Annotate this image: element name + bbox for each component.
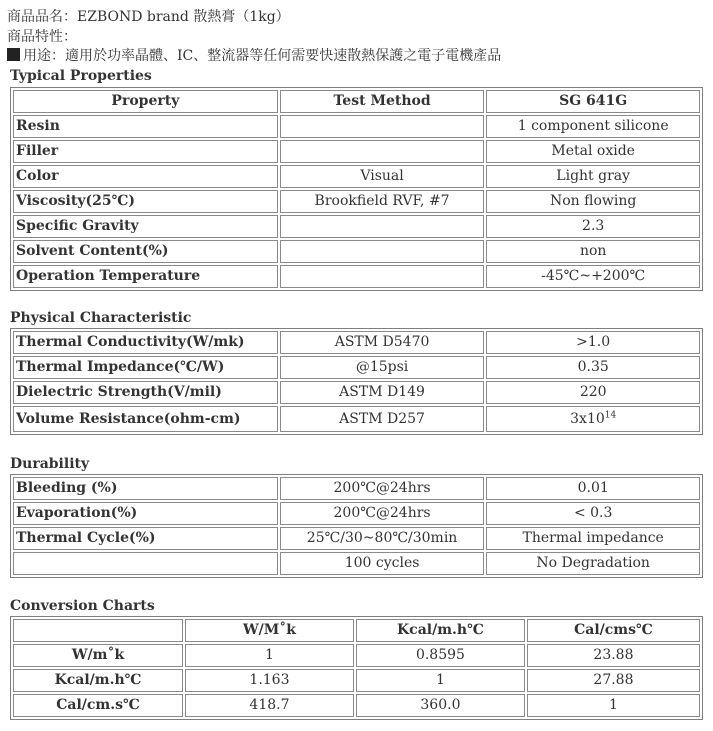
physical-characteristic-title: Physical Characteristic xyxy=(10,310,192,326)
table-row xyxy=(13,694,700,717)
value-cell: 1 component silicone xyxy=(486,115,700,138)
table-row xyxy=(13,644,700,667)
table-row xyxy=(13,190,700,213)
table-row xyxy=(13,165,700,188)
method-cell: 25℃/30~80℃/30min xyxy=(280,527,485,550)
property-cell xyxy=(13,552,278,575)
table-row xyxy=(13,381,700,404)
value-cell: >1.0 xyxy=(486,331,700,354)
header-unit: Kcal/m.h℃ xyxy=(356,619,525,642)
method-cell xyxy=(280,240,485,263)
value-cell: 360.0 xyxy=(356,694,525,717)
property-cell: Operation Temperature xyxy=(13,265,278,288)
header-unit: W/M˚k xyxy=(185,619,354,642)
value-cell: 23.88 xyxy=(527,644,700,667)
value-cell: non xyxy=(486,240,700,263)
usage-line xyxy=(7,48,501,65)
conversion-charts-title: Conversion Charts xyxy=(10,598,155,614)
table-row xyxy=(13,115,700,138)
property-cell: Viscosity(25℃) xyxy=(13,190,278,213)
unit-cell: Cal/cm.s℃ xyxy=(13,694,183,717)
conversion-charts-table xyxy=(10,616,703,720)
value-cell: 2.3 xyxy=(486,215,700,238)
value-cell: No Degradation xyxy=(486,552,700,575)
method-cell: 100 cycles xyxy=(280,552,485,575)
header-property: Property xyxy=(13,90,278,113)
table-row xyxy=(13,240,700,263)
property-cell: Color xyxy=(13,165,278,188)
table-row xyxy=(13,215,700,238)
typical-properties-title: Typical Properties xyxy=(10,68,152,84)
value-exponent: 14 xyxy=(604,409,617,420)
method-cell xyxy=(280,265,485,288)
property-cell: Resin xyxy=(13,115,278,138)
typical-properties-table xyxy=(10,87,703,291)
value-cell: Thermal impedance xyxy=(486,527,700,550)
table-row xyxy=(13,265,700,288)
value-cell: 0.8595 xyxy=(356,644,525,667)
value-cell: 1 xyxy=(185,644,354,667)
table-row xyxy=(13,331,700,354)
method-cell: Visual xyxy=(280,165,485,188)
method-cell xyxy=(280,140,485,163)
method-cell: ASTM D5470 xyxy=(280,331,485,354)
property-cell: Bleeding (%) xyxy=(13,477,278,500)
table-header-row xyxy=(13,619,700,642)
property-cell: Volume Resistance(ohm-cm) xyxy=(13,406,278,432)
value-cell: 0.35 xyxy=(486,356,700,379)
value-cell: 0.01 xyxy=(486,477,700,500)
usage-text: 用途：適用於功率晶體、IC、整流器等任何需要快速散熱保護之電子電機產品 xyxy=(23,48,502,64)
value-cell xyxy=(486,406,700,432)
unit-cell: W/m˚k xyxy=(13,644,183,667)
method-cell: Brookfield RVF, #7 xyxy=(280,190,485,213)
table-row xyxy=(13,527,700,550)
header-unit: Cal/cms℃ xyxy=(527,619,700,642)
table-row xyxy=(13,406,700,432)
header-product: SG 641G xyxy=(486,90,700,113)
method-cell: @15psi xyxy=(280,356,485,379)
method-cell: 200℃@24hrs xyxy=(280,502,485,525)
method-cell: ASTM D149 xyxy=(280,381,485,404)
property-cell: Filler xyxy=(13,140,278,163)
unit-cell: Kcal/m.h℃ xyxy=(13,669,183,692)
property-cell: Specific Gravity xyxy=(13,215,278,238)
product-name: 商品品名：EZBOND brand 散熱膏（1kg） xyxy=(7,9,290,25)
value-cell: 418.7 xyxy=(185,694,354,717)
method-cell xyxy=(280,215,485,238)
value-cell: Light gray xyxy=(486,165,700,188)
value-cell: 220 xyxy=(486,381,700,404)
value-cell: 27.88 xyxy=(527,669,700,692)
property-cell: Thermal Impedance(℃/W) xyxy=(13,356,278,379)
value-cell: 1.163 xyxy=(185,669,354,692)
value-base: 3x10 xyxy=(570,410,605,427)
property-cell: Thermal Cycle(%) xyxy=(13,527,278,550)
physical-characteristic-table xyxy=(10,328,703,435)
table-row xyxy=(13,356,700,379)
value-cell: 1 xyxy=(527,694,700,717)
table-header-row xyxy=(13,90,700,113)
corner-cell xyxy=(13,619,183,642)
durability-title: Durability xyxy=(10,456,90,472)
method-cell: 200℃@24hrs xyxy=(280,477,485,500)
square-bullet-icon xyxy=(7,48,20,61)
property-cell: Dielectric Strength(V/mil) xyxy=(13,381,278,404)
durability-table xyxy=(10,474,703,578)
table-row xyxy=(13,669,700,692)
table-row xyxy=(13,552,700,575)
header-test-method: Test Method xyxy=(280,90,485,113)
method-cell: ASTM D257 xyxy=(280,406,485,432)
value-cell: 1 xyxy=(356,669,525,692)
property-cell: Thermal Conductivity(W/mk) xyxy=(13,331,278,354)
table-row xyxy=(13,477,700,500)
product-features-label: 商品特性： xyxy=(7,29,77,45)
property-cell: Evaporation(%) xyxy=(13,502,278,525)
value-cell: -45℃~+200℃ xyxy=(486,265,700,288)
value-cell: Metal oxide xyxy=(486,140,700,163)
table-row xyxy=(13,140,700,163)
method-cell xyxy=(280,115,485,138)
property-cell: Solvent Content(%) xyxy=(13,240,278,263)
value-cell: Non flowing xyxy=(486,190,700,213)
value-cell: < 0.3 xyxy=(486,502,700,525)
table-row xyxy=(13,502,700,525)
